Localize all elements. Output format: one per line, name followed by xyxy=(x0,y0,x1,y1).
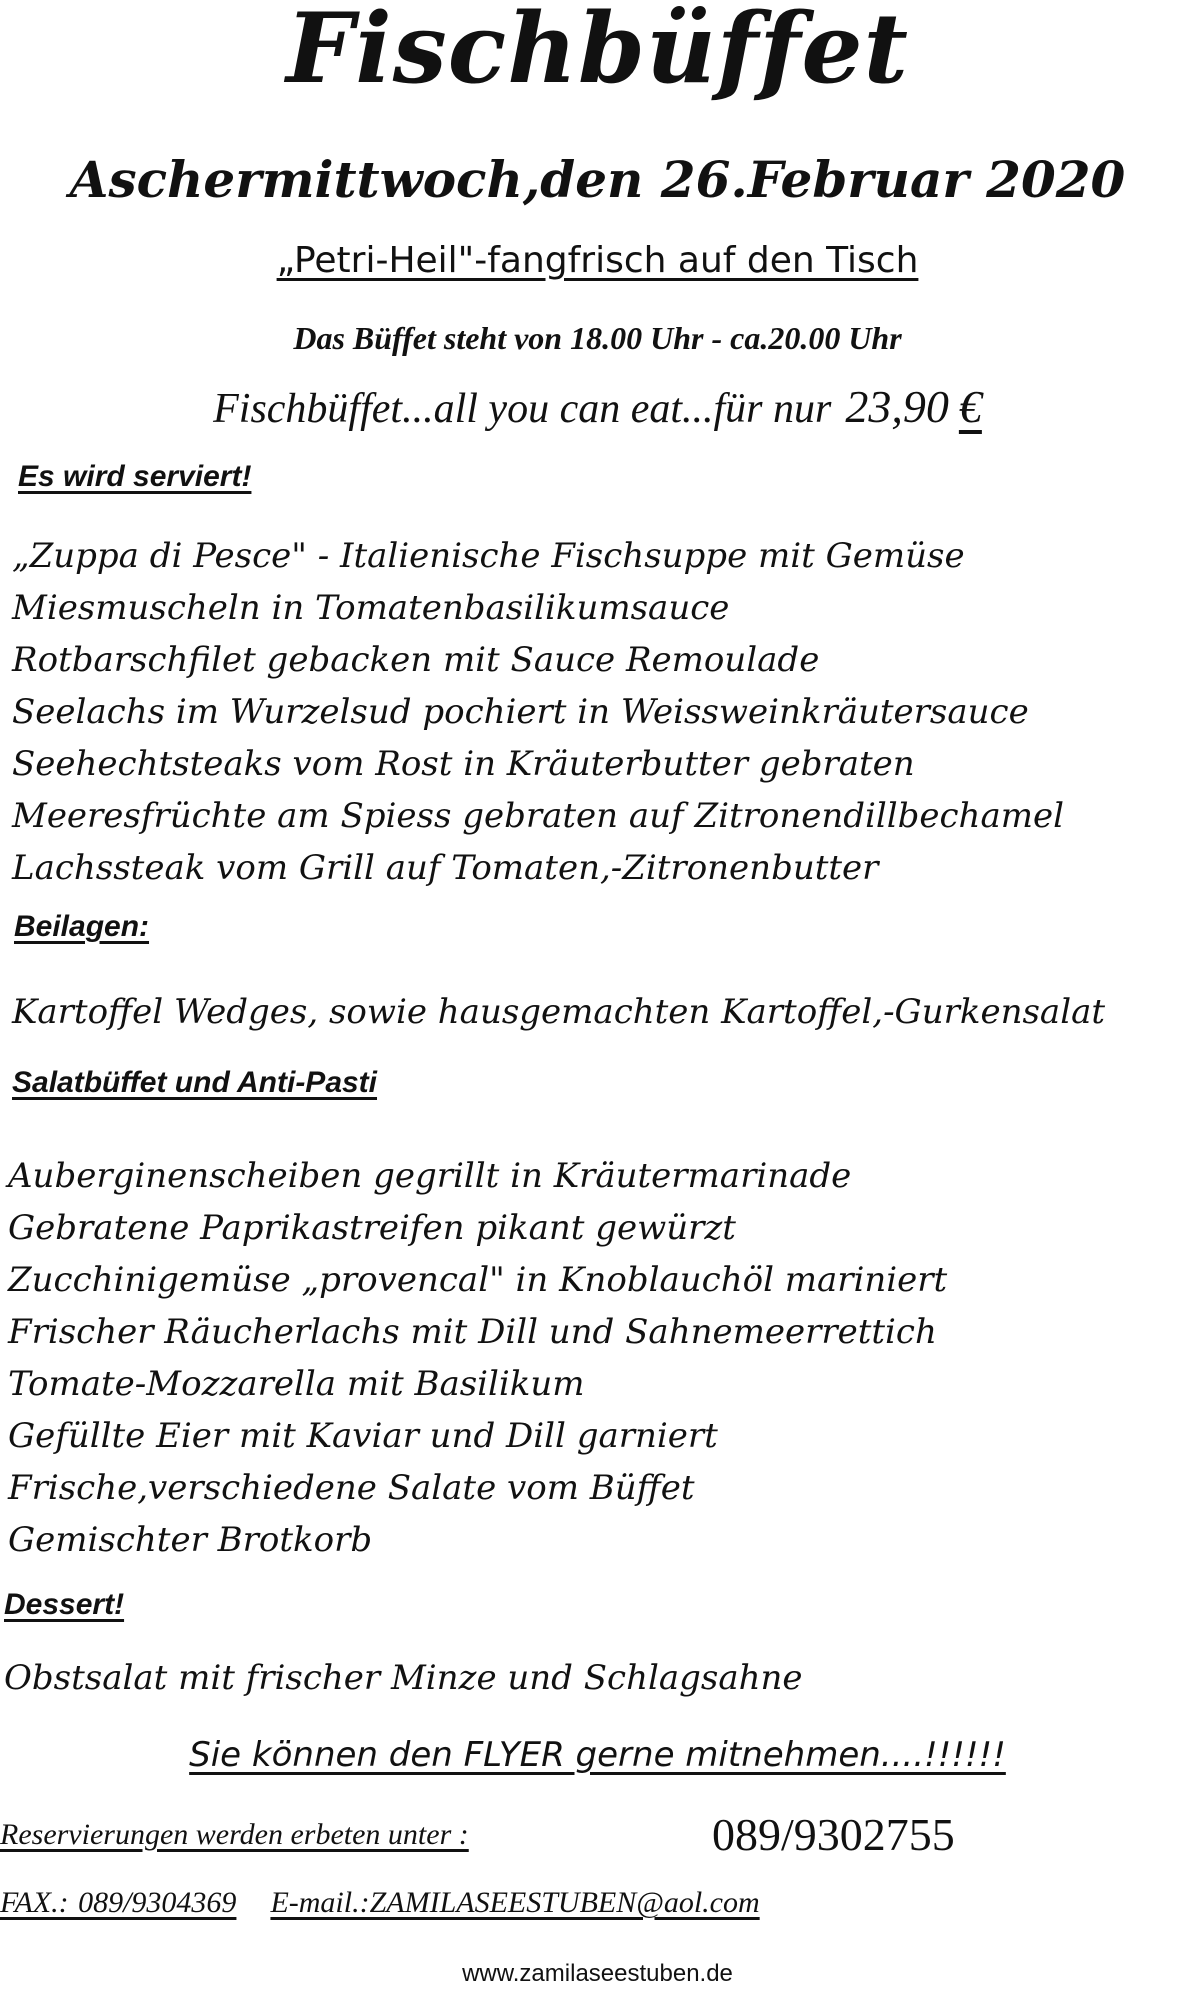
list-item: Zucchinigemüse „provencal" in Knoblauchöl mariniert xyxy=(8,1260,948,1300)
tagline-text: „Petri-Heil"-fangfrisch auf den Tisch xyxy=(276,240,919,281)
list-item: Gemischter Brotkorb xyxy=(8,1520,373,1560)
salad-heading: Salatbüffet und Anti-Pasti xyxy=(12,1066,378,1099)
list-item: Lachssteak vom Grill auf Tomaten,-Zitronenbutter xyxy=(12,848,879,888)
dessert-heading: Dessert! xyxy=(4,1588,125,1621)
email-address: E-mail.:ZAMILASEESTUBEN@aol.com xyxy=(270,1886,760,1919)
dessert-list xyxy=(4,1652,803,1704)
website-url: www.zamilaseestuben.de xyxy=(462,1960,733,1987)
list-item: Rotbarschfilet gebacken mit Sauce Remoulade xyxy=(12,640,820,680)
flyer-note-text: Sie können den FLYER gerne mitnehmen....!!!!!! xyxy=(189,1735,1006,1775)
list-item: Frischer Räucherlachs mit Dill und Sahnemeerrettich xyxy=(8,1312,937,1352)
flyer-note xyxy=(0,1735,1195,1775)
sides-list xyxy=(12,986,1105,1038)
list-item: Frische,verschiedene Salate vom Büffet xyxy=(8,1468,695,1508)
flyer-title: Fischbüffet xyxy=(286,0,909,105)
fax-number: FAX.: 089/9304369 xyxy=(0,1886,237,1919)
list-item: Seelachs im Wurzelsud pochiert in Weissweinkräutersauce xyxy=(12,692,1029,732)
list-item: Auberginenscheiben gegrillt in Kräutermarinade xyxy=(8,1156,852,1196)
event-date: Aschermittwoch,den 26.Februar 2020 xyxy=(69,150,1126,209)
tagline xyxy=(0,240,1195,281)
list-item: Obstsalat mit frischer Minze und Schlagsahne xyxy=(4,1658,803,1698)
sides-heading: Beilagen: xyxy=(14,910,150,943)
served-list xyxy=(12,530,1064,894)
price-line xyxy=(0,380,1195,433)
buffet-time: Das Büffet steht von 18.00 Uhr - ca.20.00 Uhr xyxy=(293,320,902,356)
price-currency: € xyxy=(958,381,982,432)
list-item: Seehechtsteaks vom Rost in Kräuterbutter gebraten xyxy=(12,744,915,784)
list-item: „Zuppa di Pesce" - Italienische Fischsuppe mit Gemüse xyxy=(12,536,965,576)
list-item: Kartoffel Wedges, sowie hausgemachten Kartoffel,-Gurkensalat xyxy=(12,992,1106,1032)
phone-number: 089/9302755 xyxy=(712,1809,955,1860)
list-item: Tomate-Mozzarella mit Basilikum xyxy=(8,1364,585,1404)
contact-line xyxy=(0,1886,760,1920)
price-amount: 23,90 xyxy=(845,381,949,432)
list-item: Gefüllte Eier mit Kaviar und Dill garniert xyxy=(8,1416,718,1456)
list-item: Gebratene Paprikastreifen pikant gewürzt xyxy=(8,1208,736,1248)
reservation-label: Reservierungen werden erbeten unter : xyxy=(0,1818,469,1851)
price-text: Fischbüffet...all you can eat...für nur xyxy=(213,386,832,432)
list-item: Miesmuscheln in Tomatenbasilikumsauce xyxy=(12,588,730,628)
served-heading: Es wird serviert! xyxy=(18,460,252,493)
list-item: Meeresfrüchte am Spiess gebraten auf Zitronendillbechamel xyxy=(12,796,1064,836)
salad-list xyxy=(8,1150,947,1566)
